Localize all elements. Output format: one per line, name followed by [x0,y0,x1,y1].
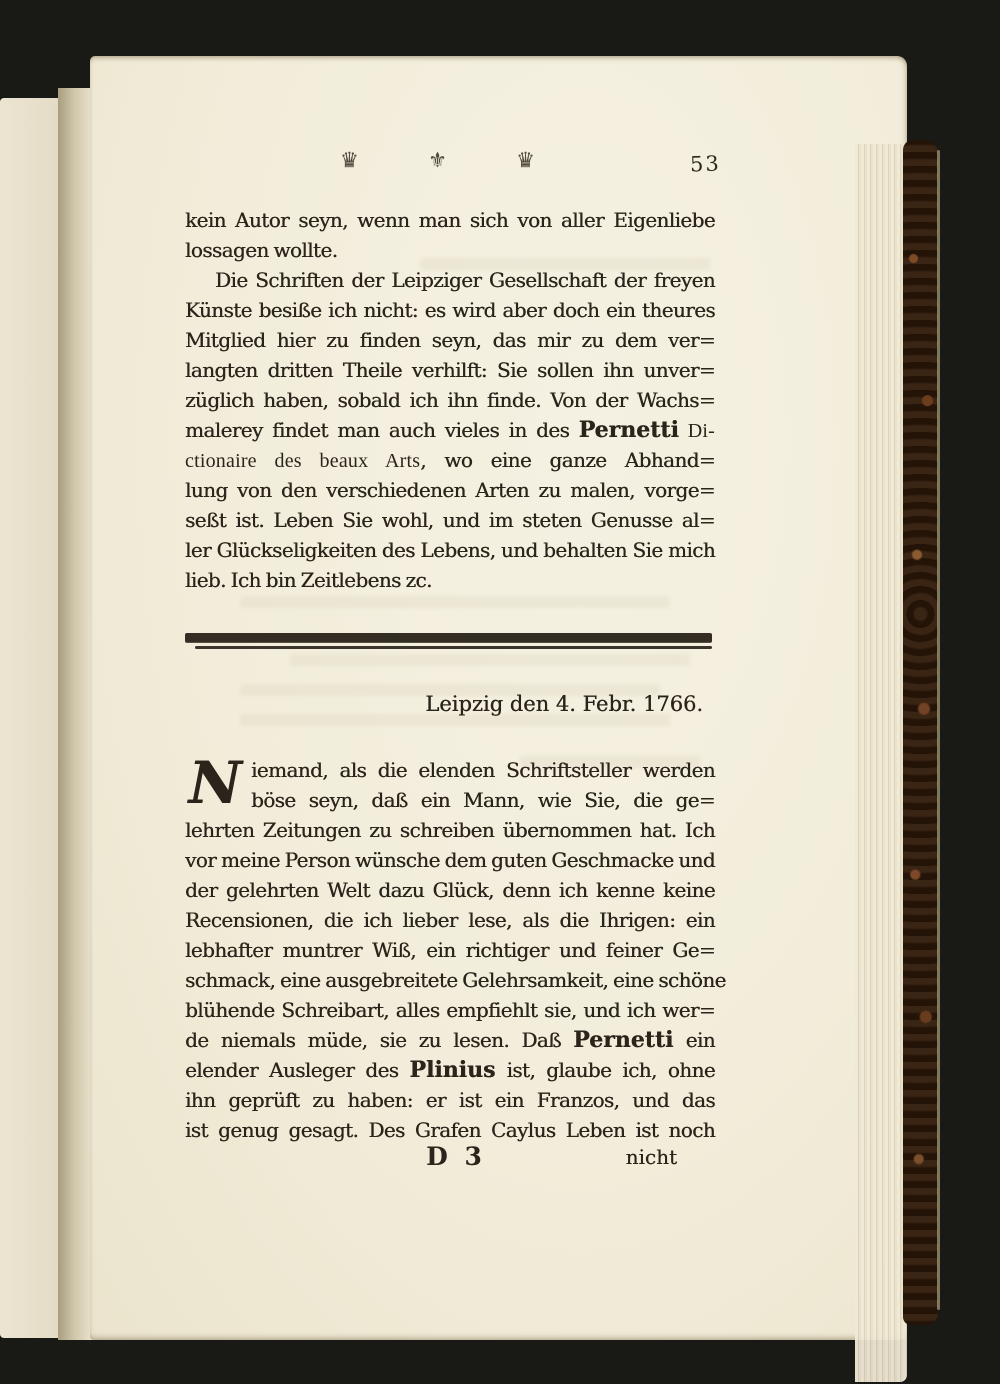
fraktur-text: iemand, als die elenden Schriftsteller werden [251,758,715,782]
text-line [185,845,715,875]
text-line [185,815,715,845]
show-through-ghosting [240,596,670,608]
fraktur-text: Die Schriften der Leipziger Gesellschaft der freyen [215,268,715,292]
text-line [185,355,715,385]
binding-edge-highlight [937,150,940,1310]
text-line [185,905,715,935]
fraktur-text: ler Glückseligkeiten des Lebens, und behalten Sie mich [185,538,715,562]
antiqua-text: Di- [678,420,715,442]
text-line [185,265,715,295]
text-line [185,935,715,965]
fraktur-text: schmack, eine ausgebreitete Gelehrsamkeit, eine schöne [185,968,726,992]
text-line [185,995,715,1025]
dateline: Leipzig den 4. Febr. 1766. [425,692,703,716]
fraktur-text: ist, glaube ich, ohne [495,1058,715,1082]
page-fore-edge [855,144,907,1382]
fraktur-text: lehrten Zeitungen zu schreiben übernommen hat. Ich [185,818,715,842]
fraktur-text: lebhafter muntrer Wiß, ein richtiger und feiner Ge= [185,938,715,962]
text-line [185,1025,715,1055]
binding-leather-edge [903,140,938,1325]
header-ornaments [340,148,535,172]
emphasized-name: Plinius [409,1057,496,1083]
drop-cap-initial: N [188,749,242,817]
divider-thick-bar [185,633,712,642]
second-letter-lines [185,749,726,1145]
text-line [185,325,715,355]
antiqua-text: ctionaire des beaux Arts [185,450,421,472]
paragraph-second-letter [185,749,726,1145]
text-line [185,1055,715,1085]
text-line [185,385,715,415]
divider-thin-line [195,646,712,649]
book-page [90,56,907,1340]
fraktur-text: seßt ist. Leben Sie wohl, und im steten Genusse al= [185,508,715,532]
fraktur-text: kein Autor seyn, wenn man sich von aller Eigenliebe [185,208,715,232]
text-line [185,475,715,505]
fraktur-text: züglich haben, sobald ich ihn finde. Von der Wachs= [185,388,715,412]
fraktur-text: der gelehrten Welt dazu Glück, denn ich kenne keine [185,878,715,902]
text-line [185,875,715,905]
paragraph-continuation [185,205,715,265]
fraktur-text: Künste besiße ich nicht: es wird aber doch ein theures [185,298,715,322]
crown-ornament-icon: ♛ [340,148,359,172]
fraktur-text: lung von den verschiedenen Arten zu malen, vorge= [185,478,715,502]
fraktur-text: de niemals müde, sie zu lesen. Daß [185,1028,574,1052]
paragraph-letter-end [185,265,715,595]
fraktur-text: ihn geprüft zu haben: er ist ein Franzos, und das [185,1088,715,1112]
fraktur-text: , wo eine ganze Abhand= [420,448,716,472]
show-through-ghosting [290,654,690,666]
fraktur-text: vor meine Person wünsche dem guten Geschmacke und [185,848,715,872]
fraktur-text: ist genug gesagt. Des Grafen Caylus Leben ist noch [185,1118,715,1142]
section-divider-rule [185,633,712,649]
text-line [185,235,715,265]
text-line [185,295,715,325]
fraktur-text: elender Ausleger des [185,1058,410,1082]
text-line [185,505,715,535]
text-line [185,535,715,565]
fraktur-text: Recensionen, die ich lieber lese, als die Ihrigen: ein [185,908,715,932]
text-line [185,205,715,235]
fraktur-text: langten dritten Theile verhilft: Sie sollen ihn unver= [185,358,715,382]
facing-page-edge [0,98,62,1338]
signature-line [185,1142,715,1172]
emphasized-name: Pernetti [578,417,679,443]
signature-mark: D 3 [426,1142,486,1171]
text-line [185,445,715,475]
text-line [185,1085,715,1115]
text-line [185,565,715,595]
text-line [185,785,715,815]
crown-ornament-icon: ♛ [516,148,535,172]
text-line [185,415,715,445]
fraktur-text: blühende Schreibart, alles empfiehlt sie, und ich wer= [185,998,715,1022]
fraktur-text: ein [673,1028,715,1052]
page-number: 53 [689,151,722,177]
fraktur-text: lieb. Ich bin Zeitlebens zc. [185,568,432,592]
fraktur-text: Mitglied hier zu finden seyn, das mir zu dem ver= [185,328,715,352]
text-line [185,1115,715,1145]
fraktur-text: lossagen wollte. [185,238,338,262]
fleuron-ornament-icon: ⚜ [428,148,447,172]
text-line [185,965,726,995]
fraktur-text: böse seyn, daß ein Mann, wie Sie, die ge= [251,788,715,812]
catchword: nicht [625,1145,677,1169]
text-line [185,755,715,785]
fraktur-text: malerey findet man auch vieles in des [185,418,579,442]
emphasized-name: Pernetti [573,1027,674,1053]
